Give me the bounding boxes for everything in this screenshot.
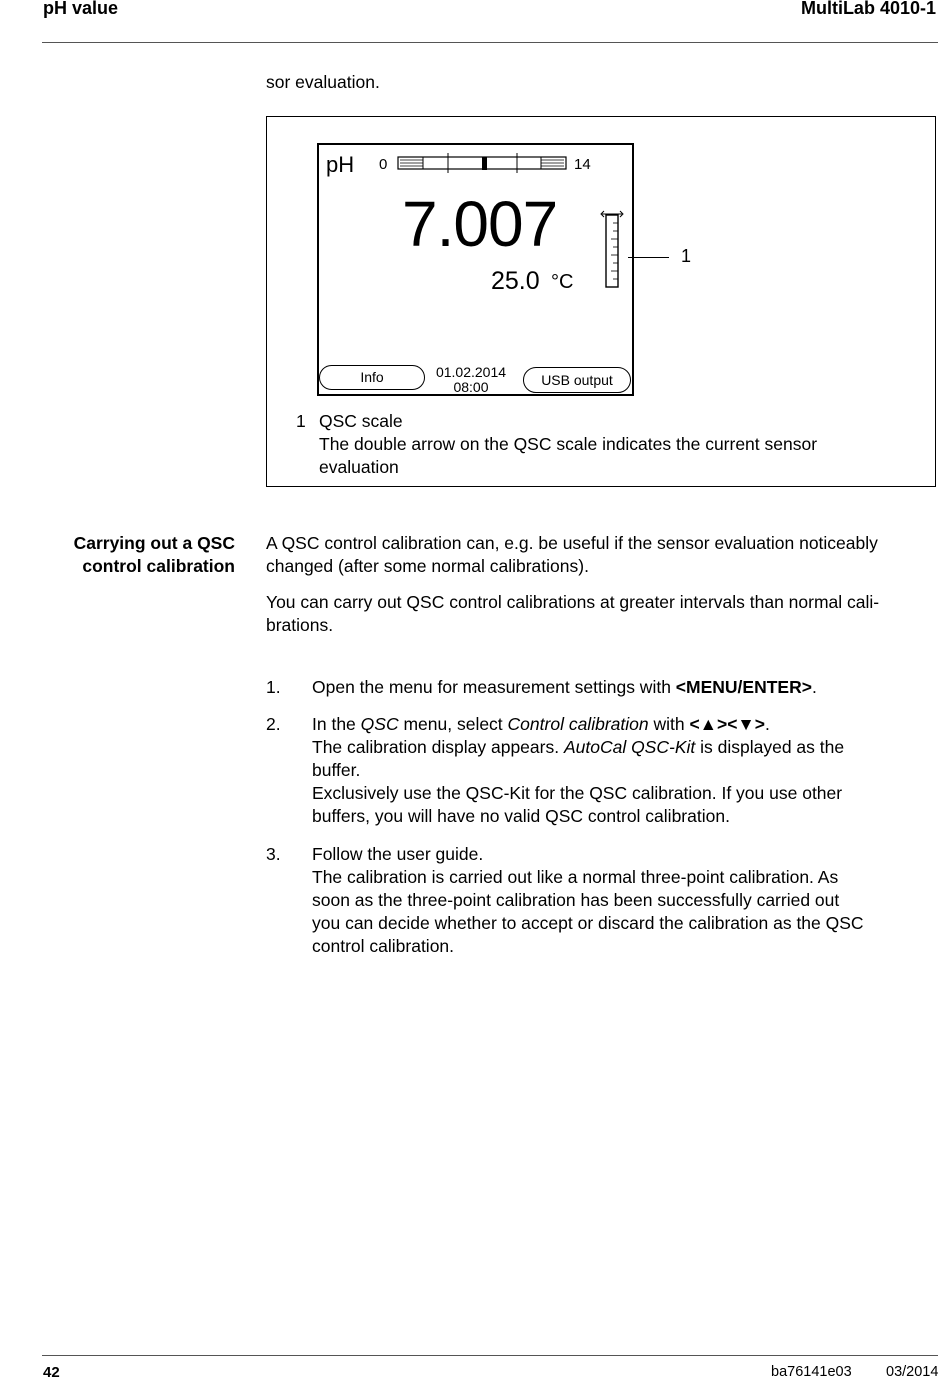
step-text: Open the menu for measurement settings with	[312, 677, 676, 697]
paragraph-line: You can carry out QSC control calibrations at greater intervals than normal cali-	[266, 592, 880, 612]
instrument-display	[317, 143, 634, 396]
step-number: 2.	[266, 714, 281, 734]
step-number: 3.	[266, 844, 281, 864]
scale-max-label: 14	[574, 156, 591, 173]
header-rule	[42, 42, 938, 43]
step-line: buffer.	[312, 760, 361, 780]
step-line: buffers, you will have no valid QSC control calibration.	[312, 806, 730, 826]
step-line: Exclusively use the QSC-Kit for the QSC calibration. If you use other	[312, 783, 843, 803]
page-number: 42	[43, 1364, 60, 1381]
scale-min-label: 0	[379, 156, 388, 173]
step-2-text	[312, 713, 932, 828]
measured-value: 7.007	[402, 188, 558, 260]
display-graphics	[319, 145, 632, 394]
display-unit: pH	[326, 152, 355, 177]
callout-number: 1	[681, 246, 692, 266]
qsc-scale	[601, 211, 623, 287]
step-line: The calibration is carried out like a normal three-point calibration. As	[312, 867, 839, 887]
legend-description-line: The double arrow on the QSC scale indicates the current sensor	[319, 434, 818, 454]
step-number: 1.	[266, 677, 281, 697]
step-line: you can decide whether to accept or discard the calibration as the QSC	[312, 913, 864, 933]
info-softkey[interactable]: Info	[319, 365, 425, 390]
step-line: soon as the three-point calibration has been successfully carried out	[312, 890, 840, 910]
document-id: ba76141e03	[771, 1364, 852, 1380]
display-time: 08:00	[453, 379, 489, 395]
document-date: 03/2014	[886, 1364, 939, 1380]
key-menu-enter: <MENU/ENTER>	[675, 677, 812, 697]
header-product-name: MultiLab 4010-1	[800, 0, 936, 18]
legend-number: 1	[296, 411, 306, 431]
step-text: menu, select	[398, 714, 508, 734]
temperature-unit: °C	[551, 271, 574, 293]
step-text: .	[764, 714, 770, 734]
legend-description-line: evaluation	[319, 457, 399, 477]
intro-fragment: sor evaluation.	[266, 72, 380, 92]
callout-line	[628, 257, 669, 258]
display-date: 01.02.2014	[435, 364, 507, 380]
menu-name: QSC	[360, 714, 399, 734]
section-heading-line: control calibration	[82, 556, 235, 576]
step-3-text	[312, 843, 932, 958]
step-line	[312, 736, 932, 759]
footer-rule	[42, 1355, 938, 1356]
step-text: with	[648, 714, 690, 734]
paragraph-line: brations.	[266, 615, 334, 635]
temperature-value: 25.0	[491, 267, 540, 295]
legend-title: QSC scale	[319, 411, 403, 431]
step-line: Follow the user guide.	[312, 844, 484, 864]
step-text: In the	[312, 714, 361, 734]
section-heading-line: Carrying out a QSC	[73, 533, 235, 553]
section-heading	[30, 532, 235, 578]
step-line: control calibration.	[312, 936, 455, 956]
step-1-text	[312, 676, 932, 699]
step-text: is displayed as the	[695, 737, 845, 757]
ph-bar-scale	[398, 153, 566, 173]
header-section-title: pH value	[43, 0, 119, 18]
paragraph-line: A QSC control calibration can, e.g. be useful if the sensor evaluation noticeably	[266, 533, 878, 553]
step-text: The calibration display appears.	[312, 737, 564, 757]
menu-item-name: Control calibration	[507, 714, 649, 734]
usb-output-softkey[interactable]: USB output	[523, 367, 631, 393]
step-text: .	[811, 677, 817, 697]
step-line	[312, 713, 932, 736]
paragraph-line: changed (after some normal calibrations).	[266, 556, 589, 576]
key-arrows: <▲><▼>	[689, 714, 765, 734]
buffer-name: AutoCal QSC-Kit	[563, 737, 696, 757]
